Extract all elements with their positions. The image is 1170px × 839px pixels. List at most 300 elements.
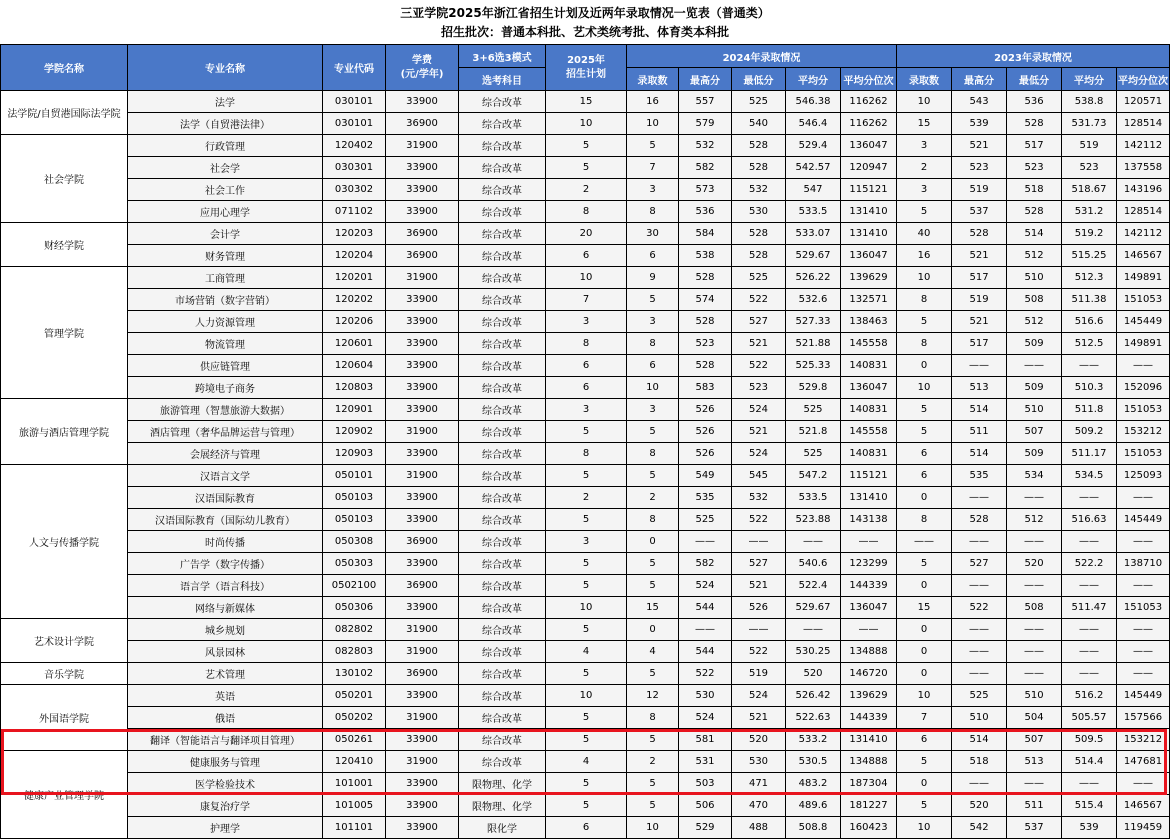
tuition-cell: 31900 — [386, 619, 459, 641]
y2023-count-cell: 0 — [897, 773, 952, 795]
major-cell: 英语 — [128, 685, 323, 707]
y2024-count-cell: 2 — [627, 751, 679, 773]
y2024-rank-cell: 143138 — [841, 509, 897, 531]
y2023-rank-cell: 151053 — [1117, 597, 1170, 619]
tuition-cell: 33900 — [386, 487, 459, 509]
y2023-avg-cell: 518.67 — [1062, 179, 1117, 201]
y2024-min-cell: 530 — [732, 201, 786, 223]
y2023-min-cell: —— — [1007, 619, 1062, 641]
y2023-count-cell: 2 — [897, 157, 952, 179]
y2023-min-cell: 520 — [1007, 553, 1062, 575]
y2024-count-cell: 5 — [627, 135, 679, 157]
y2024-max-cell: 522 — [679, 663, 732, 685]
y2024-avg-cell: 547.2 — [786, 465, 841, 487]
plan-cell: 5 — [546, 553, 627, 575]
header-2024: 2024年录取情况 — [627, 45, 897, 68]
y2024-count-cell: 3 — [627, 311, 679, 333]
plan-cell: 5 — [546, 575, 627, 597]
subject-cell: 综合改革 — [459, 223, 546, 245]
table-row — [1, 531, 1170, 553]
subject-cell: 综合改革 — [459, 355, 546, 377]
y2024-min-cell: 524 — [732, 685, 786, 707]
major-cell: 护理学 — [128, 817, 323, 839]
y2024-min-cell: 528 — [732, 245, 786, 267]
plan-cell: 5 — [546, 465, 627, 487]
y2023-avg-cell: —— — [1062, 531, 1117, 553]
header-subject: 选考科目 — [459, 68, 546, 91]
y2023-avg-cell: 509.2 — [1062, 421, 1117, 443]
y2023-count-cell: 6 — [897, 443, 952, 465]
y2024-rank-cell: 144339 — [841, 575, 897, 597]
y2024-min-cell: 528 — [732, 135, 786, 157]
y2023-max-cell: —— — [952, 773, 1007, 795]
y2024-min-cell: 526 — [732, 597, 786, 619]
y2023-max-cell: —— — [952, 619, 1007, 641]
college-cell: 旅游与酒店管理学院 — [1, 399, 128, 465]
table-row — [1, 443, 1170, 465]
major-cell: 康复治疗学 — [128, 795, 323, 817]
y2024-avg-cell: 525 — [786, 443, 841, 465]
y2023-rank-cell: —— — [1117, 575, 1170, 597]
y2024-min-cell: 540 — [732, 113, 786, 135]
y2023-count-cell: 3 — [897, 135, 952, 157]
code-cell: 0502100 — [323, 575, 386, 597]
y2023-avg-cell: 515.25 — [1062, 245, 1117, 267]
tuition-cell: 33900 — [386, 311, 459, 333]
y2023-max-cell: 521 — [952, 135, 1007, 157]
y2024-rank-cell: 120947 — [841, 157, 897, 179]
major-cell: 会计学 — [128, 223, 323, 245]
y2023-count-cell: 5 — [897, 399, 952, 421]
y2023-rank-cell: 138710 — [1117, 553, 1170, 575]
major-cell: 汉语国际教育 — [128, 487, 323, 509]
y2023-rank-cell: 128514 — [1117, 113, 1170, 135]
y2024-min-cell: 523 — [732, 377, 786, 399]
y2024-rank-cell: 132571 — [841, 289, 897, 311]
tuition-cell: 33900 — [386, 729, 459, 751]
y2024-rank-cell: 134888 — [841, 751, 897, 773]
y2023-rank-cell: —— — [1117, 355, 1170, 377]
y2023-rank-cell: 151053 — [1117, 443, 1170, 465]
code-cell: 082803 — [323, 641, 386, 663]
y2024-rank-cell: 136047 — [841, 245, 897, 267]
y2024-max-cell: 529 — [679, 817, 732, 839]
header-2023-max: 最高分 — [952, 68, 1007, 91]
y2024-count-cell: 5 — [627, 289, 679, 311]
y2023-count-cell: 10 — [897, 817, 952, 839]
y2023-max-cell: 511 — [952, 421, 1007, 443]
code-cell: 120902 — [323, 421, 386, 443]
tuition-cell: 33900 — [386, 399, 459, 421]
y2023-avg-cell: 522.2 — [1062, 553, 1117, 575]
y2023-count-cell: 5 — [897, 751, 952, 773]
y2024-rank-cell: 140831 — [841, 443, 897, 465]
y2023-count-cell: 8 — [897, 289, 952, 311]
y2024-max-cell: 523 — [679, 333, 732, 355]
plan-cell: 6 — [546, 377, 627, 399]
plan-cell: 10 — [546, 267, 627, 289]
y2024-avg-cell: 529.67 — [786, 245, 841, 267]
y2023-max-cell: —— — [952, 663, 1007, 685]
y2023-avg-cell: 531.2 — [1062, 201, 1117, 223]
y2023-count-cell: 8 — [897, 333, 952, 355]
y2024-count-cell: 5 — [627, 795, 679, 817]
y2023-max-cell: 521 — [952, 311, 1007, 333]
admission-table — [0, 44, 1170, 839]
y2024-avg-cell: 523.88 — [786, 509, 841, 531]
y2024-rank-cell: 160423 — [841, 817, 897, 839]
y2023-avg-cell: 511.47 — [1062, 597, 1117, 619]
y2023-count-cell: 40 — [897, 223, 952, 245]
major-cell: 物流管理 — [128, 333, 323, 355]
y2023-min-cell: 507 — [1007, 729, 1062, 751]
y2024-rank-cell: 136047 — [841, 597, 897, 619]
y2023-max-cell: 525 — [952, 685, 1007, 707]
table-row — [1, 179, 1170, 201]
y2024-count-cell: 10 — [627, 377, 679, 399]
y2023-max-cell: 514 — [952, 443, 1007, 465]
code-cell: 120206 — [323, 311, 386, 333]
y2024-min-cell: 532 — [732, 179, 786, 201]
table-row — [1, 113, 1170, 135]
y2024-rank-cell: 138463 — [841, 311, 897, 333]
y2024-count-cell: 0 — [627, 619, 679, 641]
y2023-rank-cell: —— — [1117, 531, 1170, 553]
header-mode: 3+6选3模式 — [459, 45, 546, 68]
y2023-min-cell: 511 — [1007, 795, 1062, 817]
subject-cell: 综合改革 — [459, 509, 546, 531]
y2023-rank-cell: —— — [1117, 619, 1170, 641]
code-cell: 050201 — [323, 685, 386, 707]
y2023-count-cell: 5 — [897, 201, 952, 223]
y2024-avg-cell: —— — [786, 619, 841, 641]
y2024-rank-cell: 146720 — [841, 663, 897, 685]
y2024-min-cell: 519 — [732, 663, 786, 685]
y2023-min-cell: 528 — [1007, 113, 1062, 135]
y2023-rank-cell: —— — [1117, 487, 1170, 509]
code-cell: 082802 — [323, 619, 386, 641]
y2024-count-cell: 5 — [627, 465, 679, 487]
tuition-cell: 33900 — [386, 355, 459, 377]
y2024-min-cell: 522 — [732, 289, 786, 311]
y2023-avg-cell: 523 — [1062, 157, 1117, 179]
code-cell: 101005 — [323, 795, 386, 817]
tuition-cell: 31900 — [386, 465, 459, 487]
y2023-min-cell: 509 — [1007, 377, 1062, 399]
plan-cell: 4 — [546, 641, 627, 663]
table-row — [1, 311, 1170, 333]
y2023-avg-cell: 510.3 — [1062, 377, 1117, 399]
header-2024-count: 录取数 — [627, 68, 679, 91]
subject-cell: 综合改革 — [459, 311, 546, 333]
y2024-rank-cell: 140831 — [841, 355, 897, 377]
subject-cell: 综合改革 — [459, 465, 546, 487]
tuition-cell: 31900 — [386, 267, 459, 289]
table-row — [1, 421, 1170, 443]
subject-cell: 综合改革 — [459, 289, 546, 311]
subject-cell: 综合改革 — [459, 641, 546, 663]
y2024-min-cell: 527 — [732, 311, 786, 333]
tuition-cell: 31900 — [386, 135, 459, 157]
code-cell: 050202 — [323, 707, 386, 729]
header-2023: 2023年录取情况 — [897, 45, 1170, 68]
subject-cell: 综合改革 — [459, 663, 546, 685]
y2024-count-cell: 15 — [627, 597, 679, 619]
table-row — [1, 619, 1170, 641]
y2024-count-cell: 0 — [627, 531, 679, 553]
plan-cell: 5 — [546, 509, 627, 531]
y2024-min-cell: —— — [732, 619, 786, 641]
y2023-rank-cell: 153212 — [1117, 729, 1170, 751]
y2023-min-cell: 536 — [1007, 91, 1062, 113]
y2024-avg-cell: 533.07 — [786, 223, 841, 245]
tuition-cell: 33900 — [386, 179, 459, 201]
major-cell: 风景园林 — [128, 641, 323, 663]
table-row — [1, 597, 1170, 619]
y2024-count-cell: 7 — [627, 157, 679, 179]
y2023-count-cell: 8 — [897, 509, 952, 531]
y2024-avg-cell: 522.63 — [786, 707, 841, 729]
y2024-max-cell: 526 — [679, 421, 732, 443]
y2023-avg-cell: 505.57 — [1062, 707, 1117, 729]
subject-cell: 综合改革 — [459, 267, 546, 289]
code-cell: 101001 — [323, 773, 386, 795]
college-cell: 健康产业管理学院 — [1, 751, 128, 839]
plan-cell: 4 — [546, 751, 627, 773]
y2024-rank-cell: 144339 — [841, 707, 897, 729]
tuition-cell: 33900 — [386, 377, 459, 399]
y2024-avg-cell: 483.2 — [786, 773, 841, 795]
y2023-rank-cell: —— — [1117, 773, 1170, 795]
major-cell: 俄语 — [128, 707, 323, 729]
major-cell: 旅游管理（智慧旅游大数据） — [128, 399, 323, 421]
y2023-avg-cell: 516.2 — [1062, 685, 1117, 707]
code-cell: 050101 — [323, 465, 386, 487]
subject-cell: 综合改革 — [459, 619, 546, 641]
y2024-min-cell: 528 — [732, 223, 786, 245]
y2024-count-cell: 6 — [627, 245, 679, 267]
y2023-rank-cell: 137558 — [1117, 157, 1170, 179]
y2024-avg-cell: —— — [786, 531, 841, 553]
y2024-count-cell: 8 — [627, 333, 679, 355]
y2023-min-cell: —— — [1007, 575, 1062, 597]
y2024-avg-cell: 530.25 — [786, 641, 841, 663]
plan-cell: 3 — [546, 531, 627, 553]
tuition-cell: 33900 — [386, 157, 459, 179]
y2023-count-cell: 15 — [897, 597, 952, 619]
y2024-avg-cell: 542.57 — [786, 157, 841, 179]
plan-cell: 8 — [546, 333, 627, 355]
plan-cell: 2 — [546, 487, 627, 509]
y2024-rank-cell: 145558 — [841, 421, 897, 443]
y2024-rank-cell: 115121 — [841, 179, 897, 201]
tuition-cell: 33900 — [386, 91, 459, 113]
tuition-cell: 36900 — [386, 663, 459, 685]
college-cell: 管理学院 — [1, 267, 128, 399]
plan-cell: 5 — [546, 619, 627, 641]
y2024-avg-cell: 489.6 — [786, 795, 841, 817]
y2024-max-cell: 549 — [679, 465, 732, 487]
table-row — [1, 465, 1170, 487]
y2023-max-cell: 520 — [952, 795, 1007, 817]
y2023-max-cell: 514 — [952, 399, 1007, 421]
subject-cell: 综合改革 — [459, 707, 546, 729]
table-row — [1, 663, 1170, 685]
y2023-min-cell: 512 — [1007, 509, 1062, 531]
y2024-rank-cell: 131410 — [841, 201, 897, 223]
y2024-max-cell: 584 — [679, 223, 732, 245]
plan-cell: 5 — [546, 773, 627, 795]
y2024-max-cell: 574 — [679, 289, 732, 311]
y2024-count-cell: 5 — [627, 421, 679, 443]
code-cell: 050308 — [323, 531, 386, 553]
y2023-max-cell: 539 — [952, 113, 1007, 135]
y2023-rank-cell: 146567 — [1117, 795, 1170, 817]
y2023-rank-cell: —— — [1117, 663, 1170, 685]
plan-cell: 10 — [546, 113, 627, 135]
table-row — [1, 729, 1170, 751]
header-2023-count: 录取数 — [897, 68, 952, 91]
plan-cell: 6 — [546, 355, 627, 377]
plan-cell: 7 — [546, 289, 627, 311]
major-cell: 市场营销（数字营销） — [128, 289, 323, 311]
major-cell: 会展经济与管理 — [128, 443, 323, 465]
tuition-cell: 31900 — [386, 421, 459, 443]
y2023-count-cell: 0 — [897, 663, 952, 685]
subject-cell: 综合改革 — [459, 531, 546, 553]
y2023-min-cell: 512 — [1007, 245, 1062, 267]
major-cell: 广告学（数字传播） — [128, 553, 323, 575]
y2024-max-cell: 528 — [679, 311, 732, 333]
title-area — [0, 0, 1170, 44]
subject-cell: 综合改革 — [459, 113, 546, 135]
tuition-cell: 33900 — [386, 201, 459, 223]
code-cell: 050306 — [323, 597, 386, 619]
subject-cell: 综合改革 — [459, 685, 546, 707]
major-cell: 人力资源管理 — [128, 311, 323, 333]
y2024-min-cell: 522 — [732, 641, 786, 663]
y2023-min-cell: 509 — [1007, 333, 1062, 355]
y2023-rank-cell: 125093 — [1117, 465, 1170, 487]
y2023-max-cell: 510 — [952, 707, 1007, 729]
y2024-avg-cell: 526.22 — [786, 267, 841, 289]
code-cell: 130102 — [323, 663, 386, 685]
y2024-avg-cell: 547 — [786, 179, 841, 201]
table-row — [1, 267, 1170, 289]
y2023-max-cell: 528 — [952, 509, 1007, 531]
y2024-avg-cell: 532.6 — [786, 289, 841, 311]
y2024-count-cell: 2 — [627, 487, 679, 509]
y2023-max-cell: 518 — [952, 751, 1007, 773]
table-row — [1, 91, 1170, 113]
y2023-avg-cell: —— — [1062, 619, 1117, 641]
tuition-cell: 33900 — [386, 817, 459, 839]
y2023-count-cell: 0 — [897, 641, 952, 663]
y2023-max-cell: —— — [952, 487, 1007, 509]
y2024-avg-cell: 533.5 — [786, 201, 841, 223]
header-2024-rank: 平均分位次 — [841, 68, 897, 91]
y2024-avg-cell: 521.8 — [786, 421, 841, 443]
y2024-avg-cell: 527.33 — [786, 311, 841, 333]
y2024-count-cell: 10 — [627, 113, 679, 135]
college-cell: 财经学院 — [1, 223, 128, 267]
plan-cell: 5 — [546, 157, 627, 179]
y2023-rank-cell: —— — [1117, 641, 1170, 663]
y2024-min-cell: 521 — [732, 421, 786, 443]
table-row — [1, 289, 1170, 311]
tuition-cell: 33900 — [386, 289, 459, 311]
subject-cell: 综合改革 — [459, 443, 546, 465]
major-cell: 供应链管理 — [128, 355, 323, 377]
subject-cell: 综合改革 — [459, 91, 546, 113]
y2023-avg-cell: —— — [1062, 641, 1117, 663]
table-row — [1, 157, 1170, 179]
y2024-avg-cell: 530.5 — [786, 751, 841, 773]
y2024-min-cell: 520 — [732, 729, 786, 751]
y2023-count-cell: 10 — [897, 91, 952, 113]
y2024-rank-cell: —— — [841, 619, 897, 641]
y2023-max-cell: 522 — [952, 597, 1007, 619]
plan-cell: 8 — [546, 201, 627, 223]
y2024-max-cell: 506 — [679, 795, 732, 817]
y2023-rank-cell: 142112 — [1117, 135, 1170, 157]
major-cell: 法学 — [128, 91, 323, 113]
y2023-rank-cell: 151053 — [1117, 289, 1170, 311]
major-cell: 法学（自贸港法律） — [128, 113, 323, 135]
y2023-rank-cell: 143196 — [1117, 179, 1170, 201]
y2024-max-cell: 532 — [679, 135, 732, 157]
y2023-min-cell: —— — [1007, 641, 1062, 663]
y2023-rank-cell: 149891 — [1117, 267, 1170, 289]
y2024-max-cell: 583 — [679, 377, 732, 399]
table-row — [1, 641, 1170, 663]
y2024-min-cell: 525 — [732, 91, 786, 113]
y2023-avg-cell: 519.2 — [1062, 223, 1117, 245]
y2024-max-cell: 503 — [679, 773, 732, 795]
y2023-max-cell: 535 — [952, 465, 1007, 487]
subject-cell: 综合改革 — [459, 597, 546, 619]
y2024-max-cell: 582 — [679, 157, 732, 179]
subject-cell: 综合改革 — [459, 377, 546, 399]
y2024-rank-cell: 136047 — [841, 377, 897, 399]
y2023-avg-cell: 512.3 — [1062, 267, 1117, 289]
table-row — [1, 575, 1170, 597]
code-cell: 120410 — [323, 751, 386, 773]
major-cell: 翻译（智能语言与翻译项目管理） — [128, 729, 323, 751]
y2024-count-cell: 3 — [627, 399, 679, 421]
y2024-rank-cell: 139629 — [841, 685, 897, 707]
college-cell: 人文与传播学院 — [1, 465, 128, 619]
y2024-max-cell: 528 — [679, 355, 732, 377]
table-row — [1, 333, 1170, 355]
plan-cell: 5 — [546, 729, 627, 751]
y2023-avg-cell: 515.4 — [1062, 795, 1117, 817]
plan-cell: 20 — [546, 223, 627, 245]
y2023-min-cell: 534 — [1007, 465, 1062, 487]
y2024-max-cell: 573 — [679, 179, 732, 201]
y2023-avg-cell: 531.73 — [1062, 113, 1117, 135]
y2024-max-cell: 524 — [679, 575, 732, 597]
table-row — [1, 553, 1170, 575]
college-cell: 法学院/自贸港国际法学院 — [1, 91, 128, 135]
college-cell: 艺术设计学院 — [1, 619, 128, 663]
y2024-min-cell: 528 — [732, 157, 786, 179]
y2024-count-cell: 3 — [627, 179, 679, 201]
y2024-avg-cell: 533.2 — [786, 729, 841, 751]
code-cell: 120901 — [323, 399, 386, 421]
y2023-rank-cell: 119459 — [1117, 817, 1170, 839]
table-row — [1, 707, 1170, 729]
